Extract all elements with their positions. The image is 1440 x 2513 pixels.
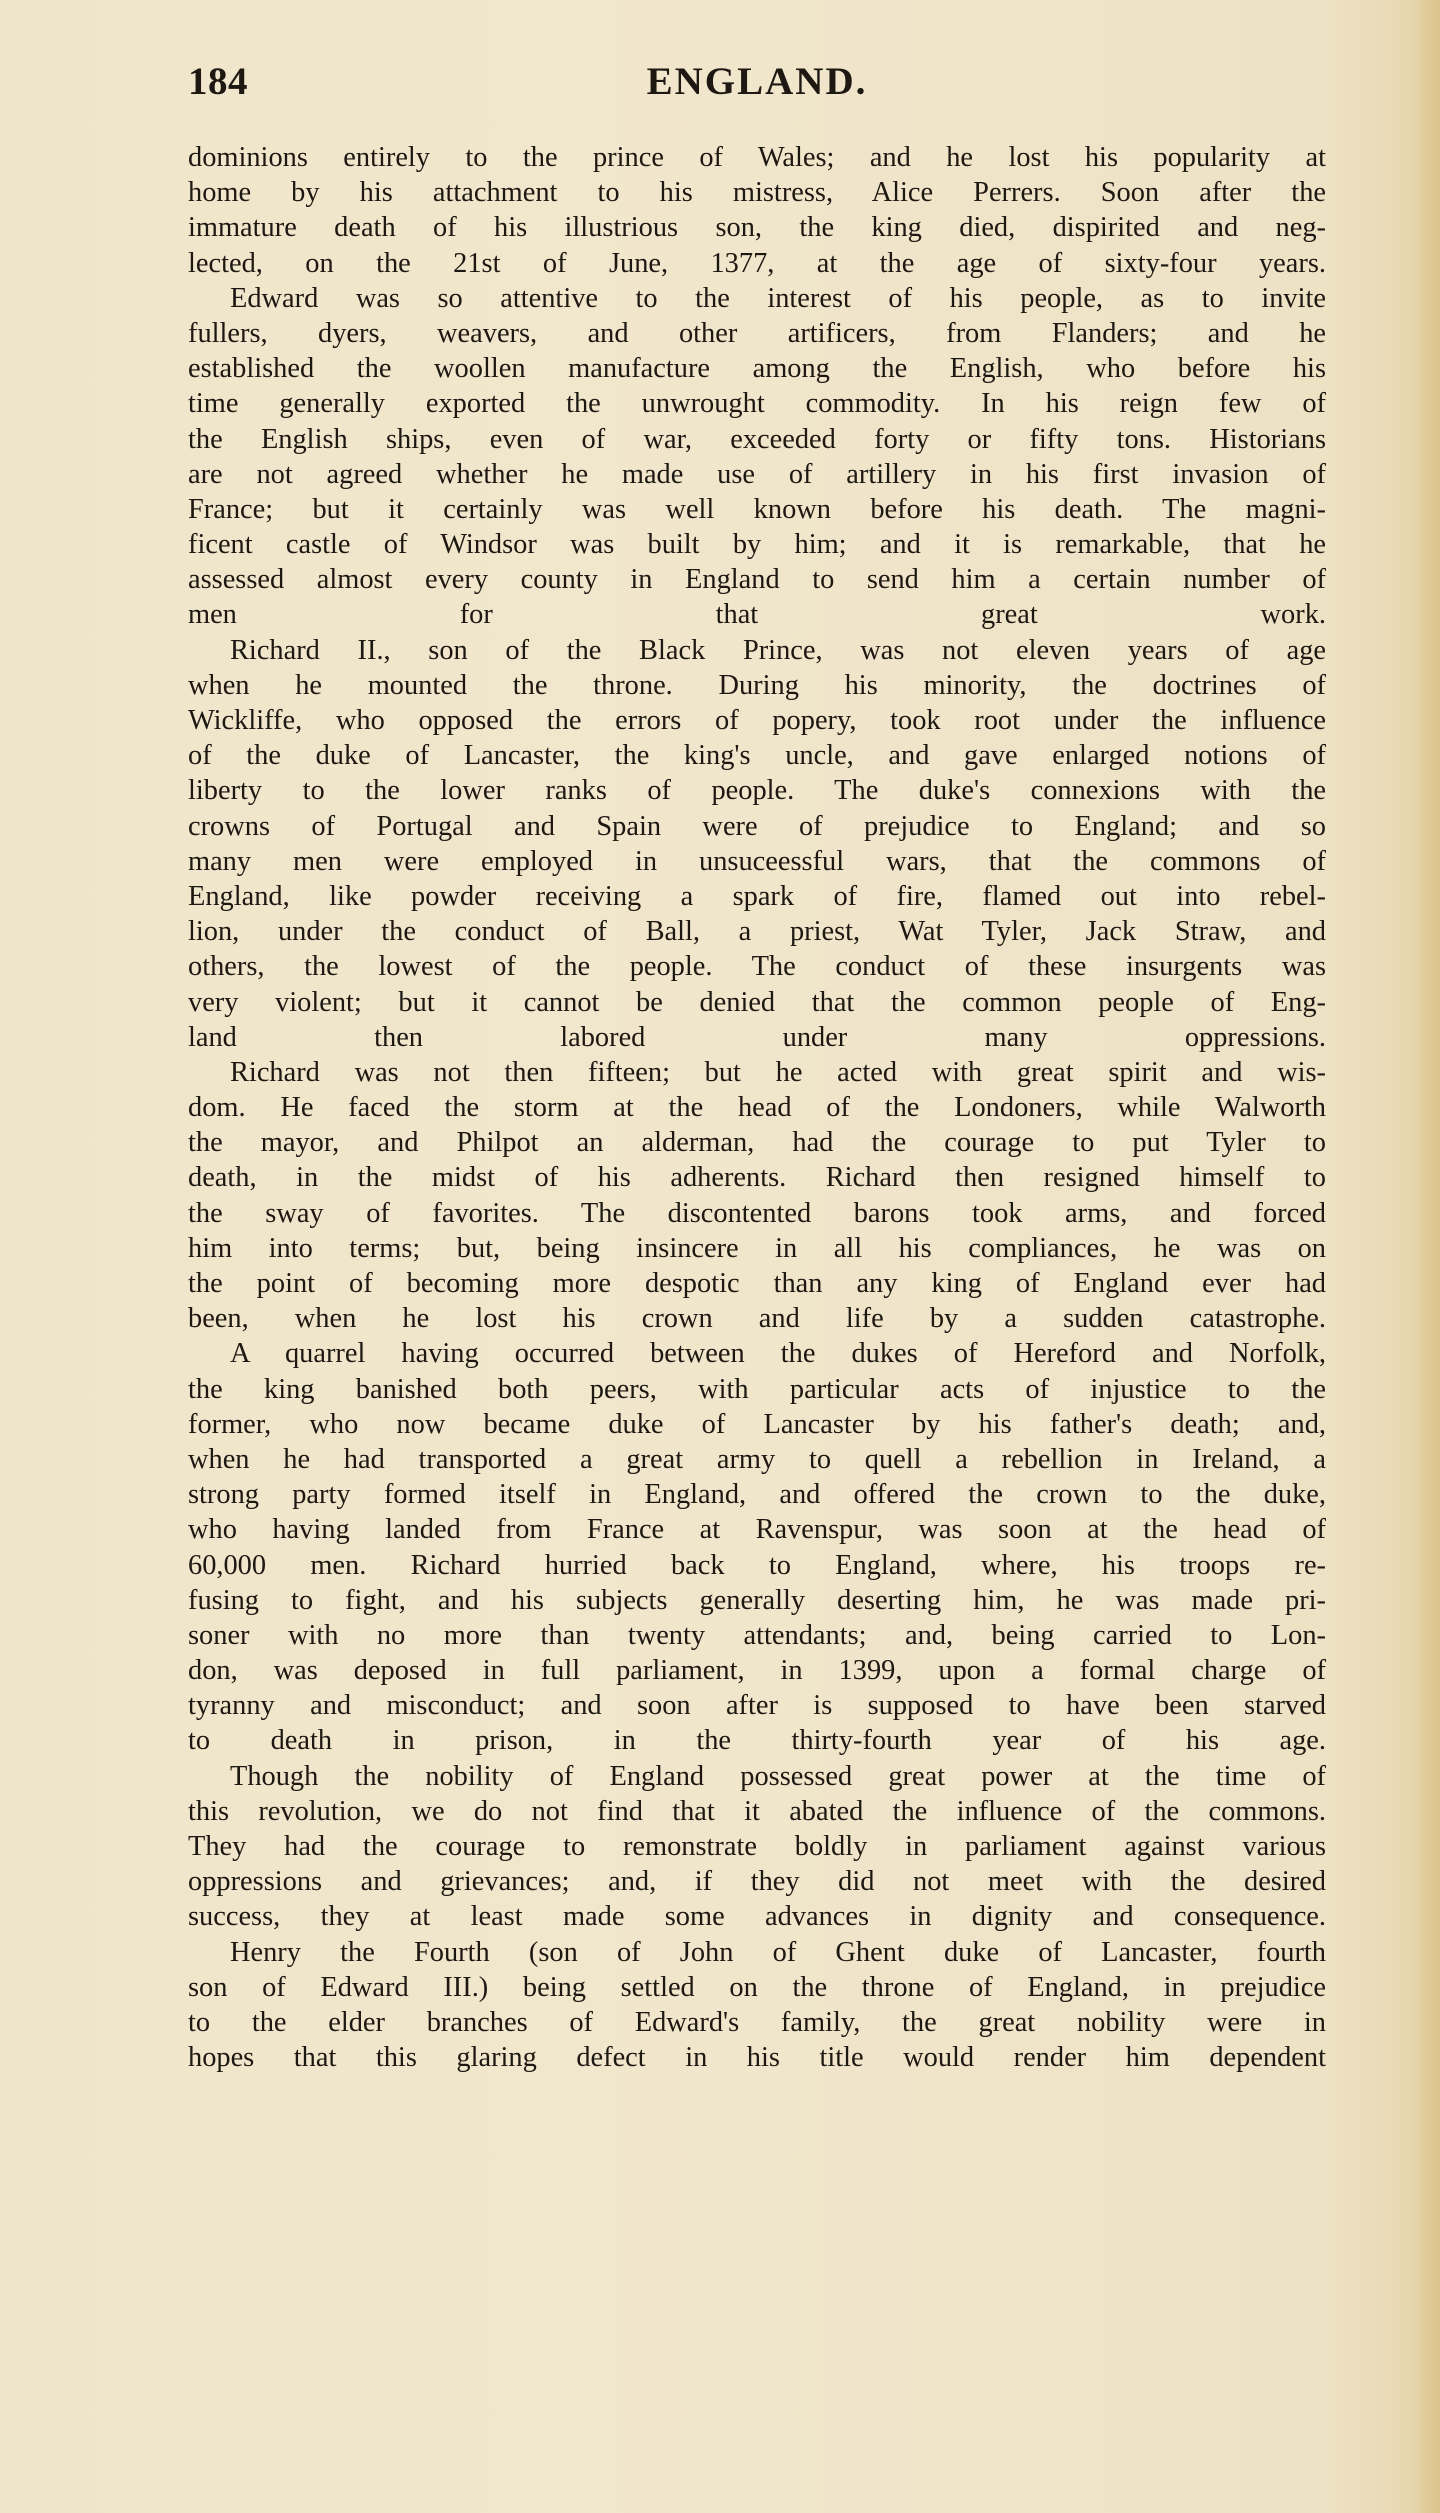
text-line: 60,000 men. Richard hurried back to England, where, his troops re- (188, 1549, 1326, 1581)
text-line: liberty to the lower ranks of people. The duke's connexions with the (188, 775, 1326, 807)
text-line: this revolution, we do not find that it abated the influence of the commons. (188, 1795, 1326, 1827)
text-line: A quarrel having occurred between the dukes of Hereford and Norfolk, (230, 1338, 1326, 1370)
text-line: to the elder branches of Edward's family, the great nobility were in (188, 2006, 1326, 2038)
text-line: the mayor, and Philpot an alderman, had the courage to put Tyler to (188, 1127, 1326, 1159)
text-line: him into terms; but, being insincere in all his compliances, he was on (188, 1232, 1326, 1264)
text-line: success, they at least made some advances in dignity and consequence. (188, 1901, 1326, 1933)
text-line: land then labored under many oppressions. (188, 1021, 1326, 1053)
text-line: France; but it certainly was well known before his death. The magni- (188, 493, 1326, 525)
text-line: when he had transported a great army to quell a rebellion in Ireland, a (188, 1443, 1326, 1475)
text-line: Henry the Fourth (son of John of Ghent duke of Lancaster, fourth (230, 1936, 1326, 1968)
text-line: who having landed from France at Ravenspur, was soon at the head of (188, 1514, 1326, 1546)
text-line: dom. He faced the storm at the head of the Londoners, while Walworth (188, 1092, 1326, 1124)
text-line: England, like powder receiving a spark of fire, flamed out into rebel- (188, 880, 1326, 912)
text-line: don, was deposed in full parliament, in 1399, upon a formal charge of (188, 1655, 1326, 1687)
page-edge-shadow (1416, 0, 1440, 2513)
text-line: many men were employed in unsuceessful wars, that the commons of (188, 845, 1326, 877)
text-line: established the woollen manufacture among the English, who before his (188, 353, 1326, 385)
text-line: very violent; but it cannot be denied that the common people of Eng- (188, 986, 1326, 1018)
text-line: soner with no more than twenty attendants; and, being carried to Lon- (188, 1619, 1326, 1651)
text-line: oppressions and grievances; and, if they did not meet with the desired (188, 1866, 1326, 1898)
text-line: to death in prison, in the thirty-fourth year of his age. (188, 1725, 1326, 1757)
text-line: Wickliffe, who opposed the errors of popery, took root under the influence (188, 705, 1326, 736)
text-line: Edward was so attentive to the interest of his people, as to invite (230, 282, 1326, 314)
text-line: been, when he lost his crown and life by a sudden catastrophe. (188, 1303, 1326, 1335)
text-line: They had the courage to remonstrate boldly in parliament against various (188, 1831, 1326, 1862)
text-line: death, in the midst of his adherents. Richard then resigned himself to (188, 1162, 1326, 1194)
text-line: of the duke of Lancaster, the king's uncle, and gave enlarged notions of (188, 740, 1326, 772)
text-line: the king banished both peers, with particular acts of injustice to the (188, 1373, 1326, 1405)
running-head: ENGLAND. (646, 60, 868, 103)
text-line: time generally exported the unwrought commodity. In his reign few of (188, 388, 1326, 420)
text-line: immature death of his illustrious son, the king died, dispirited and neg- (188, 212, 1326, 244)
text-line: strong party formed itself in England, and offered the crown to the duke, (188, 1479, 1326, 1511)
text-line: when he mounted the throne. During his minority, the doctrines of (188, 669, 1326, 701)
text-line: fullers, dyers, weavers, and other artificers, from Flanders; and he (188, 317, 1326, 349)
text-line: ficent castle of Windsor was built by him; and it is remarkable, that he (188, 529, 1326, 561)
text-line: home by his attachment to his mistress, Alice Perrers. Soon after the (188, 177, 1326, 209)
text-line: others, the lowest of the people. The conduct of these insurgents was (188, 951, 1326, 983)
text-line: Richard II., son of the Black Prince, was not eleven years of age (230, 634, 1326, 666)
text-line: men for that great work. (188, 599, 1326, 631)
text-line: dominions entirely to the prince of Wales; and he lost his popularity at (188, 142, 1326, 173)
text-line: the sway of favorites. The discontented barons took arms, and forced (188, 1197, 1326, 1229)
text-line: lion, under the conduct of Ball, a priest, Wat Tyler, Jack Straw, and (188, 916, 1326, 948)
text-line: the point of becoming more despotic than any king of England ever had (188, 1268, 1326, 1299)
text-line: lected, on the 21st of June, 1377, at the age of sixty-four years. (188, 247, 1326, 279)
text-line: son of Edward III.) being settled on the throne of England, in prejudice (188, 1971, 1326, 2003)
text-line: tyranny and misconduct; and soon after is supposed to have been starved (188, 1690, 1326, 1722)
text-line: assessed almost every county in England to send him a certain number of (188, 564, 1326, 596)
text-line: fusing to fight, and his subjects generally deserting him, he was made pri- (188, 1584, 1326, 1616)
text-line: the English ships, even of war, exceeded forty or fifty tons. Historians (188, 423, 1326, 455)
page-number: 184 (188, 60, 248, 103)
text-line: Richard was not then fifteen; but he acted with great spirit and wis- (230, 1056, 1326, 1088)
text-line: hopes that this glaring defect in his title would render him dependent (188, 2042, 1326, 2074)
body-text (188, 140, 1326, 2075)
text-line: Though the nobility of England possessed great power at the time of (230, 1760, 1326, 1792)
page-header (188, 52, 1326, 112)
text-line: former, who now became duke of Lancaster by his father's death; and, (188, 1408, 1326, 1440)
text-line: are not agreed whether he made use of artillery in his first invasion of (188, 458, 1326, 490)
text-line: crowns of Portugal and Spain were of prejudice to England; and so (188, 810, 1326, 842)
